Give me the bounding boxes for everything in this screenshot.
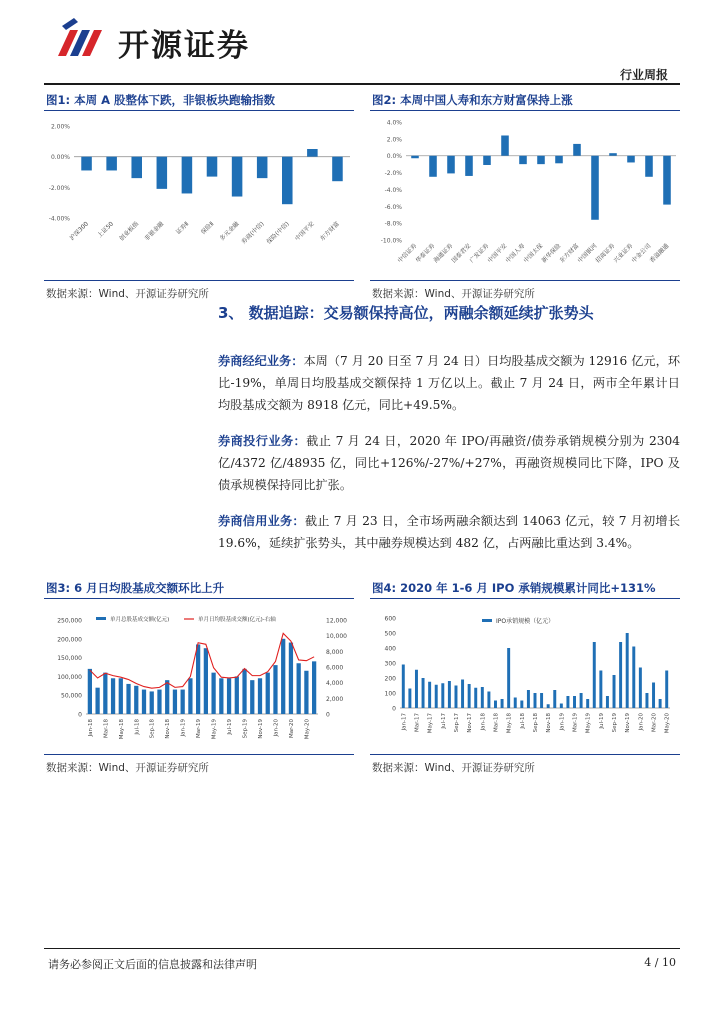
bar <box>465 156 473 176</box>
bar <box>150 691 154 714</box>
bar <box>626 633 629 708</box>
bar <box>461 680 464 709</box>
footer-rule <box>44 948 680 949</box>
bar <box>606 696 609 708</box>
legend-label: 单月总股基成交额(亿元) <box>110 617 170 623</box>
y-tick-label: -2.0% <box>384 170 402 178</box>
header-rule <box>44 83 680 85</box>
right-axis-tick: 10,000 <box>326 633 347 641</box>
bar <box>599 671 602 709</box>
bar <box>481 687 484 708</box>
left-axis-tick: 100,000 <box>57 673 82 681</box>
bar <box>173 690 177 714</box>
company-name: 开源证券 <box>118 28 250 64</box>
bar <box>566 696 569 708</box>
x-tick-label: Nov-19 <box>258 719 264 739</box>
bar <box>474 688 477 708</box>
bar <box>402 665 405 709</box>
bar <box>106 157 117 171</box>
x-tick-label: 证券Ⅱ <box>174 220 191 236</box>
x-tick-label: Mar-19 <box>572 713 579 733</box>
x-tick-label: 海通证券 <box>432 242 455 265</box>
left-axis-tick: 200,000 <box>57 636 82 644</box>
x-tick-label: May-19 <box>211 719 218 740</box>
paragraph-credit <box>218 510 680 554</box>
fig3-chart <box>44 602 356 750</box>
bar <box>242 669 246 714</box>
y-tick-label: 100 <box>384 690 396 698</box>
bar <box>165 680 169 714</box>
fig4-title-rule <box>370 598 680 599</box>
y-tick-label: -4.0% <box>384 186 402 194</box>
bar <box>157 690 161 714</box>
x-tick-label: 中国银河 <box>576 242 599 265</box>
x-tick-label: 券商(中信) <box>240 220 266 246</box>
bar <box>553 690 556 708</box>
bar <box>250 680 254 714</box>
x-tick-label: 华泰证券 <box>414 242 437 265</box>
legend-swatch-bar <box>482 619 492 622</box>
x-tick-label: Jul-17 <box>440 713 447 729</box>
bar <box>501 699 504 708</box>
x-tick-label: 多元金融 <box>218 220 241 243</box>
x-tick-label: May-18 <box>506 713 513 734</box>
y-tick-label: -6.0% <box>384 203 402 211</box>
bar <box>266 673 270 714</box>
x-tick-label: Sep-17 <box>453 713 460 733</box>
x-tick-label: May-17 <box>427 713 434 734</box>
bar <box>447 156 455 174</box>
bar <box>501 135 509 155</box>
y-tick-label: 500 <box>384 630 396 638</box>
bar <box>586 699 589 708</box>
left-axis-tick: 250,000 <box>57 617 82 625</box>
y-tick-label: 2.00% <box>50 123 70 131</box>
footer-disclaimer: 请务必参阅正文后面的信息披露和法律声明 <box>48 958 257 971</box>
x-tick-label: 香溢融通 <box>648 242 671 265</box>
fig1-chart <box>44 114 356 276</box>
bar <box>204 648 208 714</box>
bar <box>632 647 635 709</box>
right-axis-tick: 6,000 <box>326 664 344 672</box>
x-tick-label: Nov-19 <box>625 713 632 733</box>
bar <box>126 684 130 714</box>
legend-label: 单月日均股基成交额(亿元)-右轴 <box>198 617 276 623</box>
bar <box>494 701 497 709</box>
bar <box>411 156 419 159</box>
x-tick-label: 东方财富 <box>318 220 341 243</box>
x-tick-label: 国泰君安 <box>450 242 473 265</box>
bar <box>134 686 138 714</box>
x-tick-label: Mar-18 <box>103 719 110 739</box>
legend-swatch-bar <box>96 617 106 620</box>
x-tick-label: Mar-18 <box>493 713 500 733</box>
bar <box>483 156 491 165</box>
bar <box>157 157 168 189</box>
bar <box>289 643 293 714</box>
bar <box>514 698 517 709</box>
bar <box>448 681 451 708</box>
fig3-bottom-rule <box>44 754 354 755</box>
x-tick-label: 新华保险 <box>540 242 563 265</box>
paragraph-lead: 券商投行业务： <box>218 434 307 448</box>
bar <box>142 690 146 714</box>
bar <box>297 663 301 714</box>
paragraph-body: 本周（7 月 20 日至 7 月 24 日）日均股基成交额为 12916 亿元，环比-19%，单周日均股基成交额保持 1 万亿以上。截止 7 月 24 日，两市全年累计日均股基成交额为 8918 亿元，同比+49.5%。 <box>218 354 681 412</box>
fig2-chart <box>370 114 682 276</box>
y-tick-label: 600 <box>384 615 396 623</box>
bar <box>281 639 285 714</box>
paragraph-lead: 券商信用业务： <box>218 514 305 528</box>
fig4-chart <box>370 602 682 750</box>
bar <box>540 693 543 708</box>
bar <box>273 665 277 714</box>
x-tick-label: May-20 <box>304 719 311 740</box>
bar <box>88 669 92 714</box>
x-tick-label: Sep-18 <box>533 713 539 733</box>
bar <box>573 696 576 708</box>
bar <box>415 670 418 708</box>
bar <box>555 156 563 164</box>
bar <box>81 157 92 171</box>
bar <box>487 692 490 709</box>
bar <box>652 683 655 709</box>
fig2-source: 数据来源：Wind、开源证券研究所 <box>372 288 535 300</box>
x-tick-label: May-20 <box>664 713 671 734</box>
bar <box>422 678 425 708</box>
paragraph-lead: 券商经纪业务： <box>218 354 304 368</box>
logo-mark-icon <box>52 10 116 66</box>
x-tick-label: 沪深300 <box>68 220 90 242</box>
bar <box>211 673 215 714</box>
x-tick-label: Jul-18 <box>134 719 141 735</box>
bar <box>659 699 662 708</box>
right-axis-tick: 2,000 <box>326 695 344 703</box>
fig4-source: 数据来源：Wind、开源证券研究所 <box>372 762 535 774</box>
y-tick-label: 0.00% <box>50 154 70 162</box>
x-tick-label: 中国平安 <box>486 242 509 265</box>
bar <box>645 156 653 177</box>
bar <box>534 693 537 708</box>
bar <box>282 157 293 205</box>
series-line <box>90 633 314 688</box>
bar <box>207 157 218 177</box>
x-tick-label: Mar-20 <box>288 719 295 739</box>
x-tick-label: 保险Ⅱ <box>199 220 216 236</box>
x-tick-label: 非银金融 <box>143 220 166 243</box>
right-axis-tick: 8,000 <box>326 648 344 656</box>
bar <box>257 157 268 178</box>
x-tick-label: Jul-18 <box>519 713 526 729</box>
fig2-bottom-rule <box>370 280 680 281</box>
legend-label: IPO承销规模（亿元） <box>496 618 555 625</box>
bar <box>580 693 583 708</box>
bar <box>468 684 471 708</box>
report-type: 行业周报 <box>619 68 668 82</box>
bar <box>258 678 262 714</box>
bar <box>665 671 668 709</box>
x-tick-label: 招商证券 <box>594 242 617 265</box>
x-tick-label: 东方财富 <box>558 242 581 265</box>
bar <box>119 678 123 714</box>
x-tick-label: Jan-18 <box>87 719 94 737</box>
company-logo <box>52 10 116 66</box>
bar <box>507 648 510 708</box>
y-tick-label: -2.00% <box>48 184 70 192</box>
bar <box>609 153 617 156</box>
bar <box>181 690 185 714</box>
x-tick-label: Nov-18 <box>546 713 553 733</box>
right-axis-tick: 4,000 <box>326 680 344 688</box>
bar <box>188 678 192 714</box>
bar <box>520 701 523 709</box>
x-tick-label: Sep-19 <box>242 719 249 739</box>
fig1-title: 图1: 本周 A 股整体下跌，非银板块跑输指数 <box>46 93 276 107</box>
x-tick-label: Nov-18 <box>165 719 172 739</box>
bar <box>645 693 648 708</box>
fig1-bottom-rule <box>44 280 354 281</box>
x-tick-label: Jul-19 <box>598 713 605 729</box>
bar <box>332 157 343 182</box>
x-tick-label: Jan-19 <box>180 719 187 737</box>
bar <box>304 671 308 714</box>
bar <box>573 144 581 156</box>
bar <box>235 676 239 714</box>
x-tick-label: Mar-19 <box>196 719 203 739</box>
paragraph-investment-banking <box>218 430 680 496</box>
x-tick-label: May-19 <box>585 713 592 734</box>
bar <box>627 156 635 163</box>
y-tick-label: -8.0% <box>384 220 402 228</box>
x-tick-label: Jan-17 <box>401 713 408 731</box>
y-tick-label: -4.00% <box>48 215 70 223</box>
right-axis-tick: 12,000 <box>326 617 347 625</box>
bar <box>639 668 642 709</box>
bar <box>441 683 444 708</box>
bar <box>454 686 457 709</box>
x-tick-label: Sep-19 <box>612 713 619 733</box>
bar <box>527 690 530 708</box>
bar <box>95 688 99 714</box>
left-axis-tick: 50,000 <box>61 692 82 700</box>
fig3-title: 图3: 6 月日均股基成交额环比上升 <box>46 581 225 595</box>
x-tick-label: Nov-17 <box>467 713 474 733</box>
bar <box>428 682 431 708</box>
x-tick-label: 中金公司 <box>630 242 653 265</box>
bar <box>219 678 223 714</box>
bar <box>408 689 411 709</box>
y-tick-label: 4.0% <box>386 119 402 127</box>
x-tick-label: 中国平安 <box>293 220 316 243</box>
bar <box>196 644 200 714</box>
fig4-bottom-rule <box>370 754 680 755</box>
fig2-title-rule <box>370 110 680 111</box>
x-tick-label: 兴业证券 <box>612 242 635 265</box>
x-tick-label: May-18 <box>118 719 125 740</box>
y-tick-label: 300 <box>384 660 396 668</box>
x-tick-label: 创业板指 <box>118 220 141 243</box>
paragraph-body: 截止 7 月 23 日，全市场两融余额达到 14063 亿元，较 7 月初增长 19.6%，延续扩张势头，其中融券规模达到 482 亿，占两融比重达到 3.4%。 <box>218 514 680 550</box>
bar <box>131 157 142 178</box>
bar <box>182 157 193 194</box>
bar <box>103 673 107 714</box>
fig1-source: 数据来源：Wind、开源证券研究所 <box>46 288 209 300</box>
x-tick-label: 中国人寿 <box>504 242 527 265</box>
bar <box>593 642 596 708</box>
bar <box>619 642 622 708</box>
x-tick-label: Jan-18 <box>480 713 487 731</box>
bar <box>232 157 243 197</box>
bar <box>591 156 599 220</box>
bar <box>307 149 318 157</box>
y-tick-label: 0.0% <box>386 153 402 161</box>
section-heading: 3、 数据追踪：交易额保持高位，两融余额延续扩张势头 <box>218 304 594 322</box>
bar <box>429 156 437 177</box>
x-tick-label: 上证50 <box>96 220 116 240</box>
right-axis-tick: 0 <box>326 711 330 719</box>
bar <box>547 704 550 708</box>
bar <box>560 704 563 709</box>
x-tick-label: Jan-20 <box>638 713 645 731</box>
x-tick-label: 中信证券 <box>396 242 419 265</box>
bar <box>663 156 671 205</box>
y-tick-label: 2.0% <box>386 136 402 144</box>
left-axis-tick: 150,000 <box>57 655 82 663</box>
fig1-title-rule <box>44 110 354 111</box>
bar <box>613 675 616 708</box>
left-axis-tick: 0 <box>78 711 82 719</box>
x-tick-label: 保险(中信) <box>265 220 291 246</box>
x-tick-label: Jan-19 <box>559 713 566 731</box>
paragraph-brokerage <box>218 350 680 416</box>
y-tick-label: 0 <box>392 705 396 713</box>
page-number: 4 / 10 <box>644 956 676 969</box>
x-tick-label: Jul-19 <box>227 719 234 735</box>
y-tick-label: -10.0% <box>380 237 402 245</box>
fig2-title: 图2: 本周中国人寿和东方财富保持上涨 <box>372 93 573 107</box>
x-tick-label: Jan-20 <box>273 719 280 737</box>
bar <box>227 678 231 714</box>
bar <box>537 156 545 164</box>
bar <box>519 156 527 164</box>
bar <box>435 685 438 708</box>
bar <box>111 678 115 714</box>
bar <box>312 661 316 714</box>
x-tick-label: Sep-18 <box>149 719 156 739</box>
fig3-title-rule <box>44 598 354 599</box>
x-tick-label: Mar-17 <box>414 713 421 733</box>
y-tick-label: 200 <box>384 675 396 683</box>
x-tick-label: 中国太保 <box>522 242 545 265</box>
x-tick-label: Mar-20 <box>651 713 658 733</box>
y-tick-label: 400 <box>384 645 396 653</box>
paragraph-body: 截止 7 月 24 日，2020 年 IPO/再融资/债券承销规模分别为 2304 亿/4372 亿/48935 亿，同比+126%/-27%/+27%，再融资规模同比下降，IPO 及债承规模保持同比扩张。 <box>218 434 681 492</box>
x-tick-label: 广发证券 <box>468 242 491 265</box>
fig3-source: 数据来源：Wind、开源证券研究所 <box>46 762 209 774</box>
fig4-title: 图4: 2020 年 1-6 月 IPO 承销规模累计同比+131% <box>372 581 656 595</box>
